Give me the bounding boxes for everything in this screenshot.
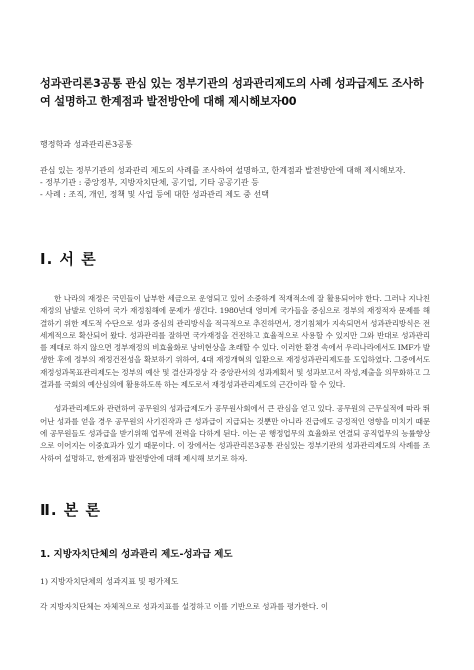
assignment-summary (40, 165, 430, 201)
body-paragraph: 각 지방자치단체는 자체적으로 성과지표를 설정하고 이를 기반으로 성과를 평가한다. 이 (40, 601, 329, 611)
section-heading-body: Ⅱ. 본 론 (40, 500, 102, 519)
summary-intro: 관심 있는 정부기관의 성과관리 제도의 사례를 조사하여 설명하고, 한계점과 발전방안에 대해 제시해보자. (40, 166, 406, 175)
summary-bullet: - 사례 : 조직, 개인, 정책 및 사업 등에 대한 성과관리 제도 중 선택 (40, 190, 270, 199)
sub-subsection-heading: 1) 지방자치단체의 성과지표 및 평가제도 (40, 576, 179, 586)
intro-paragraph: 한 나라의 재정은 국민들이 납부한 세금으로 운영되고 있어 소중하게 적재적소에 잘 활용되어야 한다. 그러나 지나친 재정의 남발로 인하여 국가 재정침해에 문제가 생긴다. 1980년대 영미계 국가들을 중심으로 정부의 재정적자 문제를 해결하기 위한 제도적 수단으로 성과 중심의 관리방식을 적극적으로 추진하면서, 경기침체가 지속되면서 성과관리방식은 전 세계적으로 확산되어 왔다. 성과관리를 잘하면 국가재정을 건전하고 효율적으로 사용할 수 있지만 그와 반대로 성과관리를 제대로 하지 않으면 정부재정의 비효율화로 낭비현상을 초래할 수 있다. 이러한 환경 속에서 우리나라에서도 IMF가 발생한 후에 정부의 재정건전성을 확보하기 위하여, 4대 재정개혁의 일환으로 재정성과관리제도를 도입하였다. 그중에서도 재정성과목표관리제도는 정부의 예산 및 결산과정상 각 중앙관서의 성과계획서 및 성과보고서 작성,제출을 의무화하고 그 결과를 국회의 예산심의에 활용하도록 하는 제도로서 재정성과관리제도의 근간이라 할 수 있다. (40, 294, 430, 390)
summary-bullet: - 정부기관 : 중앙정부, 지방자치단체, 공기업, 기타 공공기관 등 (40, 178, 259, 187)
intro-body (40, 293, 430, 465)
subsection-heading: 1. 지방자치단체의 성과관리 제도-성과급 제도 (40, 548, 233, 560)
intro-paragraph: 성과관리제도와 관련하여 공무원의 성과급제도가 공무원사회에서 큰 관심을 얻고 있다. 공무원의 근무실적에 따라 뛰어난 성과를 얻을 경우 공무원의 사기진작과 큰 성과급이 지급되는 것뿐만 아니라 진급에도 긍정적인 영향을 미치기 때문에 공무원들도 성과급을 받기위해 업무에 전력을 다하게 된다. 이는 곧 행정업무의 효율화로 연결되 공직업무의 능률향상으로 이어지는 이중효과가 있기 때문이다. 이 장에서는 성과관리론3공통 관심있는 정부기관의 성과관리제도의 사례를 조사하여 설명하고, 한계점과 발전방안에 대해 제시해 보기로 하자. (40, 404, 430, 463)
section-heading-intro: Ⅰ. 서 론 (40, 250, 97, 268)
document-title: 성과관리론3공통 관심 있는 정부기관의 성과관리제도의 사례 성과급제도 조사하여 설명하고 한계점과 발전방안에 대해 제시해보자00 (40, 77, 424, 108)
course-label: 행정학과 성과관리론3공통 (40, 140, 133, 149)
summary-bullet-list (40, 177, 430, 201)
